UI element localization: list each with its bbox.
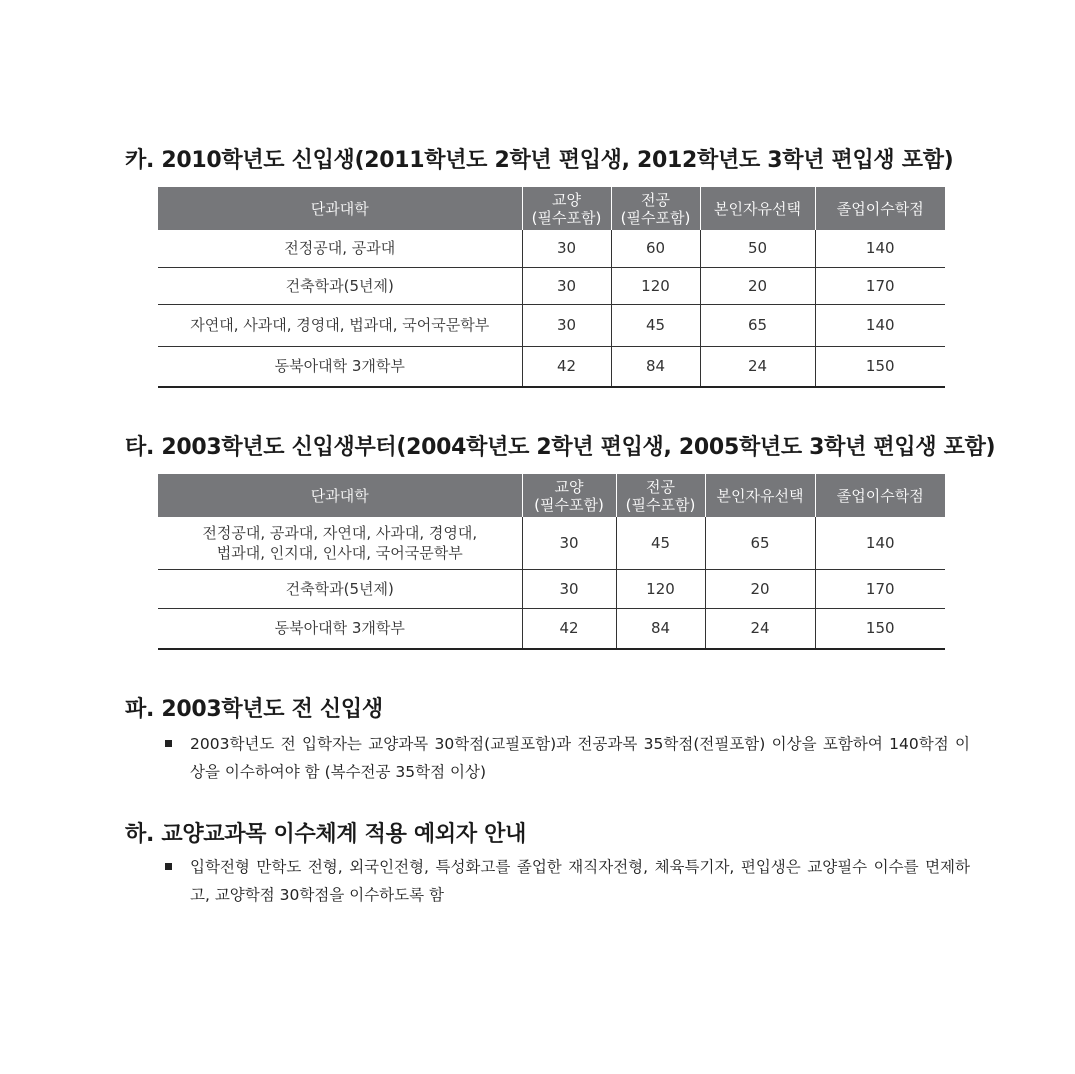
cell-college: 전정공대, 공과대 [284, 239, 396, 258]
cell-general: 30 [522, 230, 611, 267]
table-row [158, 608, 945, 649]
table-row [158, 304, 945, 346]
cell-general: 42 [522, 608, 616, 649]
cell-college: 동북아대학 3개학부 [158, 608, 522, 649]
cell-college: 동북아대학 3개학부 [158, 346, 522, 387]
table-row [158, 569, 945, 608]
credits-table-2010 [158, 187, 945, 388]
section-pa-bullet [165, 730, 970, 786]
cell-total: 170 [815, 569, 945, 608]
section-ha-bullet [165, 853, 970, 909]
header-major: 전공 (필수포함) [616, 474, 705, 517]
cell-free: 24 [700, 346, 815, 387]
cell-major: 120 [616, 569, 705, 608]
table-row [158, 346, 945, 387]
cell-college: 전정공대, 공과대, 자연대, 사과대, 경영대, 법과대, 인지대, 인사대, 국어국문학부 [202, 523, 478, 562]
cell-college: 건축학과(5년제) [158, 267, 522, 304]
cell-free: 24 [705, 608, 815, 649]
header-graduation-credits: 졸업이수학점 [815, 474, 945, 517]
cell-free: 20 [700, 267, 815, 304]
bullet-square-icon [165, 740, 172, 747]
section-ha-title: 하. 교양교과목 이수체계 적용 예외자 안내 [125, 822, 527, 847]
cell-free: 65 [700, 304, 815, 346]
cell-major: 84 [616, 608, 705, 649]
cell-free: 50 [700, 230, 815, 267]
table-row [158, 267, 945, 304]
cell-major: 45 [616, 517, 705, 569]
cell-free: 20 [705, 569, 815, 608]
cell-total: 170 [815, 267, 945, 304]
table-header-row [158, 474, 945, 517]
bullet-text: 입학전형 만학도 전형, 외국인전형, 특성화고를 졸업한 재직자전형, 체육특기자, 편입생은 교양필수 이수를 면제하고, 교양학점 30학점을 이수하도록 함 [190, 858, 970, 904]
header-college: 단과대학 [158, 187, 522, 230]
cell-total: 150 [815, 608, 945, 649]
table-header-row [158, 187, 945, 230]
cell-general: 30 [522, 267, 611, 304]
cell-free: 65 [705, 517, 815, 569]
cell-general: 42 [522, 346, 611, 387]
cell-major: 84 [611, 346, 700, 387]
header-major: 전공 (필수포함) [611, 187, 700, 230]
header-general: 교양 (필수포함) [522, 474, 616, 517]
bullet-text: 2003학년도 전 입학자는 교양과목 30학점(교필포함)과 전공과목 35학점(전필포함) 이상을 포함하여 140학점 이상을 이수하여야 함 (복수전공 35학점 이상) [190, 735, 970, 781]
cell-major: 60 [611, 230, 700, 267]
cell-college: 건축학과(5년제) [158, 569, 522, 608]
section-ka-title: 카. 2010학년도 신입생(2011학년도 2학년 편입생, 2012학년도 3학년 편입생 포함) [125, 148, 954, 173]
cell-total: 150 [815, 346, 945, 387]
cell-general: 30 [522, 569, 616, 608]
header-graduation-credits: 졸업이수학점 [815, 187, 945, 230]
cell-total: 140 [815, 517, 945, 569]
cell-total: 140 [815, 230, 945, 267]
table-row [158, 230, 945, 267]
cell-major: 45 [611, 304, 700, 346]
header-college: 단과대학 [158, 474, 522, 517]
cell-general: 30 [522, 517, 616, 569]
credits-table-2003 [158, 474, 945, 650]
header-free-elective: 본인자유선택 [705, 474, 815, 517]
section-pa-title: 파. 2003학년도 전 신입생 [125, 697, 383, 722]
cell-general: 30 [522, 304, 611, 346]
header-free-elective: 본인자유선택 [700, 187, 815, 230]
table-row [158, 517, 945, 569]
cell-college: 자연대, 사과대, 경영대, 법과대, 국어국문학부 [158, 304, 522, 346]
cell-total: 140 [815, 304, 945, 346]
bullet-square-icon [165, 863, 172, 870]
cell-major: 120 [611, 267, 700, 304]
section-ta-title: 타. 2003학년도 신입생부터(2004학년도 2학년 편입생, 2005학년도 3학년 편입생 포함) [125, 435, 996, 460]
header-general: 교양 (필수포함) [522, 187, 611, 230]
